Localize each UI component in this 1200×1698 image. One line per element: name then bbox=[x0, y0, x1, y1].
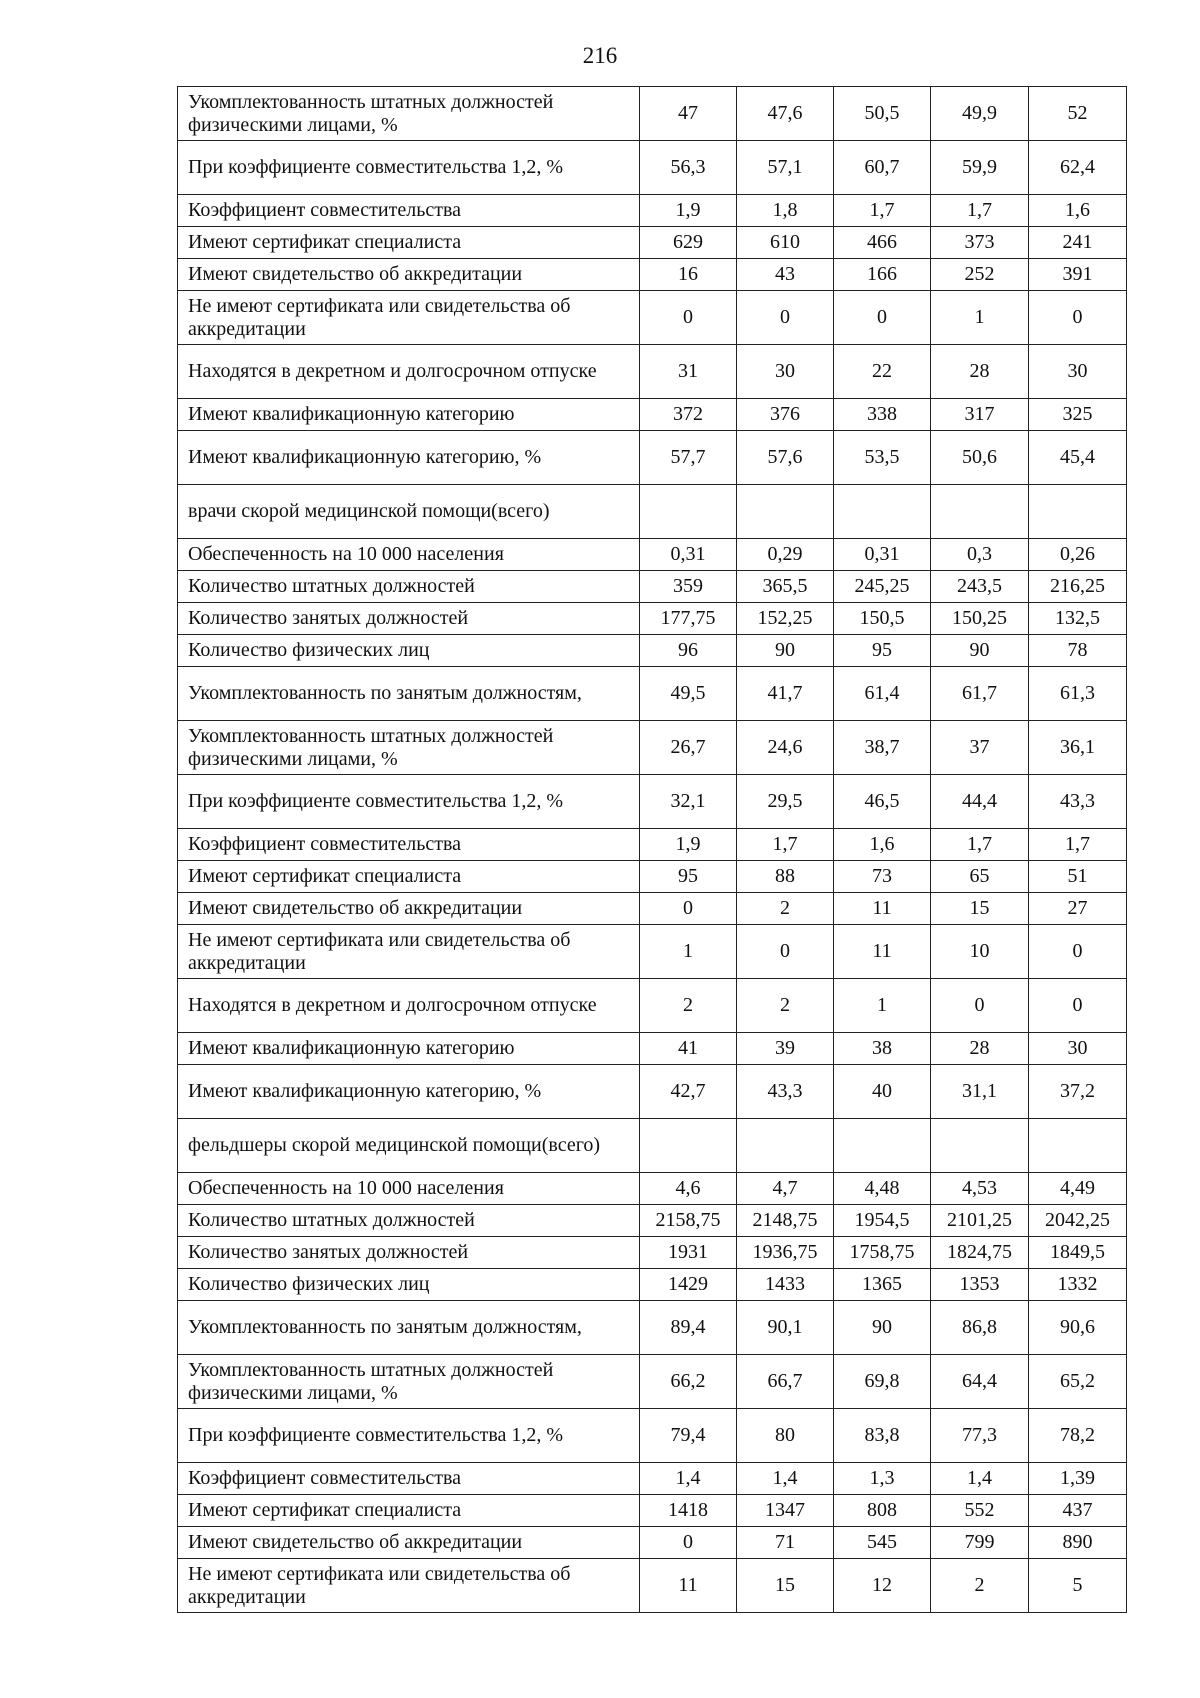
value-cell: 96 bbox=[640, 635, 737, 667]
row-label: Количество штатных должностей bbox=[178, 1205, 640, 1237]
table-body bbox=[178, 87, 1127, 1613]
table-row bbox=[178, 141, 1127, 195]
row-label: Имеют сертификат специалиста bbox=[178, 861, 640, 893]
value-cell: 37,2 bbox=[1029, 1065, 1127, 1119]
value-cell: 42,7 bbox=[640, 1065, 737, 1119]
value-cell bbox=[1029, 485, 1127, 539]
value-cell: 28 bbox=[931, 1033, 1029, 1065]
value-cell: 150,25 bbox=[931, 603, 1029, 635]
value-cell: 1936,75 bbox=[737, 1237, 834, 1269]
value-cell: 36,1 bbox=[1029, 721, 1127, 775]
value-cell: 49,5 bbox=[640, 667, 737, 721]
value-cell: 317 bbox=[931, 399, 1029, 431]
value-cell: 64,4 bbox=[931, 1355, 1029, 1409]
value-cell bbox=[931, 1119, 1029, 1173]
row-label: Имеют квалификационную категорию bbox=[178, 1033, 640, 1065]
value-cell: 49,9 bbox=[931, 87, 1029, 141]
value-cell: 69,8 bbox=[834, 1355, 931, 1409]
value-cell: 37 bbox=[931, 721, 1029, 775]
table-row bbox=[178, 291, 1127, 345]
value-cell: 0,31 bbox=[834, 539, 931, 571]
row-label: Имеют квалификационную категорию bbox=[178, 399, 640, 431]
value-cell: 152,25 bbox=[737, 603, 834, 635]
value-cell: 166 bbox=[834, 259, 931, 291]
value-cell bbox=[737, 1119, 834, 1173]
value-cell: 31 bbox=[640, 345, 737, 399]
value-cell: 90 bbox=[931, 635, 1029, 667]
value-cell bbox=[931, 485, 1029, 539]
table-row bbox=[178, 1463, 1127, 1495]
row-label: Имеют свидетельство об аккредитации bbox=[178, 893, 640, 925]
value-cell: 243,5 bbox=[931, 571, 1029, 603]
value-cell: 4,6 bbox=[640, 1173, 737, 1205]
value-cell: 61,7 bbox=[931, 667, 1029, 721]
table-row bbox=[178, 1269, 1127, 1301]
value-cell bbox=[640, 1119, 737, 1173]
value-cell: 1365 bbox=[834, 1269, 931, 1301]
value-cell: 62,4 bbox=[1029, 141, 1127, 195]
value-cell bbox=[834, 1119, 931, 1173]
value-cell: 0 bbox=[640, 291, 737, 345]
value-cell: 0 bbox=[640, 893, 737, 925]
value-cell: 78 bbox=[1029, 635, 1127, 667]
table-row bbox=[178, 1409, 1127, 1463]
value-cell: 359 bbox=[640, 571, 737, 603]
table-row bbox=[178, 1065, 1127, 1119]
value-cell: 1931 bbox=[640, 1237, 737, 1269]
value-cell: 31,1 bbox=[931, 1065, 1029, 1119]
value-cell: 338 bbox=[834, 399, 931, 431]
value-cell: 0 bbox=[931, 979, 1029, 1033]
table-row bbox=[178, 1173, 1127, 1205]
table-row bbox=[178, 1301, 1127, 1355]
row-label: Количество физических лиц bbox=[178, 1269, 640, 1301]
value-cell: 15 bbox=[737, 1559, 834, 1613]
row-label: Не имеют сертификата или свидетельства об аккредитации bbox=[178, 925, 640, 979]
value-cell: 41 bbox=[640, 1033, 737, 1065]
value-cell: 0,29 bbox=[737, 539, 834, 571]
value-cell: 86,8 bbox=[931, 1301, 1029, 1355]
value-cell: 890 bbox=[1029, 1527, 1127, 1559]
row-label: Количество занятых должностей bbox=[178, 603, 640, 635]
value-cell: 2148,75 bbox=[737, 1205, 834, 1237]
table-row bbox=[178, 485, 1127, 539]
row-label: Имеют квалификационную категорию, % bbox=[178, 431, 640, 485]
value-cell: 1,4 bbox=[640, 1463, 737, 1495]
value-cell: 53,5 bbox=[834, 431, 931, 485]
value-cell: 2158,75 bbox=[640, 1205, 737, 1237]
table-row bbox=[178, 1355, 1127, 1409]
table-row bbox=[178, 667, 1127, 721]
value-cell: 2 bbox=[931, 1559, 1029, 1613]
row-label: Укомплектованность штатных должностей физическими лицами, % bbox=[178, 721, 640, 775]
value-cell: 30 bbox=[1029, 345, 1127, 399]
value-cell: 2 bbox=[640, 979, 737, 1033]
staffing-table bbox=[177, 86, 1127, 1613]
value-cell: 4,48 bbox=[834, 1173, 931, 1205]
table-row bbox=[178, 1033, 1127, 1065]
value-cell: 808 bbox=[834, 1495, 931, 1527]
table-row bbox=[178, 1119, 1127, 1173]
value-cell: 1,7 bbox=[834, 195, 931, 227]
row-label: Имеют сертификат специалиста bbox=[178, 1495, 640, 1527]
value-cell: 1418 bbox=[640, 1495, 737, 1527]
value-cell: 4,53 bbox=[931, 1173, 1029, 1205]
row-label: Находятся в декретном и долгосрочном отпуске bbox=[178, 345, 640, 399]
value-cell: 1,7 bbox=[737, 829, 834, 861]
value-cell: 0 bbox=[640, 1527, 737, 1559]
value-cell: 15 bbox=[931, 893, 1029, 925]
table-row bbox=[178, 431, 1127, 485]
value-cell: 177,75 bbox=[640, 603, 737, 635]
value-cell: 245,25 bbox=[834, 571, 931, 603]
value-cell: 46,5 bbox=[834, 775, 931, 829]
value-cell: 5 bbox=[1029, 1559, 1127, 1613]
row-label: Количество физических лиц bbox=[178, 635, 640, 667]
value-cell: 11 bbox=[834, 893, 931, 925]
value-cell: 373 bbox=[931, 227, 1029, 259]
value-cell: 28 bbox=[931, 345, 1029, 399]
value-cell: 1,4 bbox=[737, 1463, 834, 1495]
row-label: Не имеют сертификата или свидетельства об аккредитации bbox=[178, 1559, 640, 1613]
value-cell: 437 bbox=[1029, 1495, 1127, 1527]
value-cell: 1 bbox=[834, 979, 931, 1033]
value-cell: 4,7 bbox=[737, 1173, 834, 1205]
value-cell: 80 bbox=[737, 1409, 834, 1463]
value-cell: 1347 bbox=[737, 1495, 834, 1527]
value-cell: 66,2 bbox=[640, 1355, 737, 1409]
value-cell: 466 bbox=[834, 227, 931, 259]
row-label: фельдшеры скорой медицинской помощи(всего) bbox=[178, 1119, 640, 1173]
row-label: Имеют сертификат специалиста bbox=[178, 227, 640, 259]
value-cell: 45,4 bbox=[1029, 431, 1127, 485]
value-cell: 799 bbox=[931, 1527, 1029, 1559]
row-label: врачи скорой медицинской помощи(всего) bbox=[178, 485, 640, 539]
value-cell: 2042,25 bbox=[1029, 1205, 1127, 1237]
value-cell: 52 bbox=[1029, 87, 1127, 141]
value-cell: 1433 bbox=[737, 1269, 834, 1301]
value-cell: 43,3 bbox=[1029, 775, 1127, 829]
value-cell: 11 bbox=[640, 1559, 737, 1613]
table-row bbox=[178, 259, 1127, 291]
row-label: Укомплектованность штатных должностей физическими лицами, % bbox=[178, 87, 640, 141]
table-row bbox=[178, 925, 1127, 979]
value-cell: 1824,75 bbox=[931, 1237, 1029, 1269]
value-cell: 1,3 bbox=[834, 1463, 931, 1495]
value-cell: 2101,25 bbox=[931, 1205, 1029, 1237]
row-label: Не имеют сертификата или свидетельства об аккредитации bbox=[178, 291, 640, 345]
table-row bbox=[178, 893, 1127, 925]
value-cell: 10 bbox=[931, 925, 1029, 979]
table-row bbox=[178, 721, 1127, 775]
value-cell: 1,9 bbox=[640, 195, 737, 227]
value-cell: 0 bbox=[834, 291, 931, 345]
value-cell: 376 bbox=[737, 399, 834, 431]
value-cell: 90 bbox=[834, 1301, 931, 1355]
value-cell: 11 bbox=[834, 925, 931, 979]
table-row bbox=[178, 195, 1127, 227]
value-cell: 79,4 bbox=[640, 1409, 737, 1463]
value-cell: 1353 bbox=[931, 1269, 1029, 1301]
value-cell: 41,7 bbox=[737, 667, 834, 721]
table-row bbox=[178, 829, 1127, 861]
value-cell: 372 bbox=[640, 399, 737, 431]
value-cell: 0,31 bbox=[640, 539, 737, 571]
row-label: Обеспеченность на 10 000 населения bbox=[178, 1173, 640, 1205]
value-cell: 56,3 bbox=[640, 141, 737, 195]
value-cell: 22 bbox=[834, 345, 931, 399]
value-cell: 90 bbox=[737, 635, 834, 667]
row-label: При коэффициенте совместительства 1,2, % bbox=[178, 141, 640, 195]
table-row bbox=[178, 1527, 1127, 1559]
value-cell: 1,4 bbox=[931, 1463, 1029, 1495]
value-cell: 0 bbox=[737, 291, 834, 345]
value-cell: 50,5 bbox=[834, 87, 931, 141]
value-cell: 0 bbox=[1029, 925, 1127, 979]
row-label: Имеют квалификационную категорию, % bbox=[178, 1065, 640, 1119]
value-cell: 1,6 bbox=[1029, 195, 1127, 227]
value-cell: 545 bbox=[834, 1527, 931, 1559]
value-cell: 90,1 bbox=[737, 1301, 834, 1355]
value-cell: 57,7 bbox=[640, 431, 737, 485]
value-cell: 365,5 bbox=[737, 571, 834, 603]
table-row bbox=[178, 861, 1127, 893]
value-cell: 78,2 bbox=[1029, 1409, 1127, 1463]
table-row bbox=[178, 539, 1127, 571]
row-label: Количество штатных должностей bbox=[178, 571, 640, 603]
value-cell: 1849,5 bbox=[1029, 1237, 1127, 1269]
row-label: Находятся в декретном и долгосрочном отпуске bbox=[178, 979, 640, 1033]
table-row bbox=[178, 1495, 1127, 1527]
table-row bbox=[178, 603, 1127, 635]
value-cell: 43,3 bbox=[737, 1065, 834, 1119]
value-cell: 89,4 bbox=[640, 1301, 737, 1355]
value-cell: 4,49 bbox=[1029, 1173, 1127, 1205]
value-cell: 1332 bbox=[1029, 1269, 1127, 1301]
value-cell: 1,6 bbox=[834, 829, 931, 861]
value-cell: 1954,5 bbox=[834, 1205, 931, 1237]
value-cell: 90,6 bbox=[1029, 1301, 1127, 1355]
value-cell: 47 bbox=[640, 87, 737, 141]
value-cell: 32,1 bbox=[640, 775, 737, 829]
value-cell: 65,2 bbox=[1029, 1355, 1127, 1409]
value-cell bbox=[834, 485, 931, 539]
value-cell: 73 bbox=[834, 861, 931, 893]
value-cell: 1 bbox=[640, 925, 737, 979]
table-row bbox=[178, 979, 1127, 1033]
row-label: Имеют свидетельство об аккредитации bbox=[178, 259, 640, 291]
table-row bbox=[178, 1205, 1127, 1237]
value-cell: 0,26 bbox=[1029, 539, 1127, 571]
value-cell: 552 bbox=[931, 1495, 1029, 1527]
table-row bbox=[178, 1559, 1127, 1613]
value-cell: 16 bbox=[640, 259, 737, 291]
value-cell: 0,3 bbox=[931, 539, 1029, 571]
value-cell: 24,6 bbox=[737, 721, 834, 775]
value-cell: 1429 bbox=[640, 1269, 737, 1301]
value-cell: 150,5 bbox=[834, 603, 931, 635]
value-cell bbox=[1029, 1119, 1127, 1173]
table-row bbox=[178, 345, 1127, 399]
row-label: Коэффициент совместительства bbox=[178, 829, 640, 861]
value-cell: 65 bbox=[931, 861, 1029, 893]
value-cell: 0 bbox=[1029, 291, 1127, 345]
table-row bbox=[178, 571, 1127, 603]
value-cell: 44,4 bbox=[931, 775, 1029, 829]
row-label: При коэффициенте совместительства 1,2, % bbox=[178, 1409, 640, 1463]
value-cell: 83,8 bbox=[834, 1409, 931, 1463]
value-cell: 30 bbox=[737, 345, 834, 399]
value-cell: 47,6 bbox=[737, 87, 834, 141]
value-cell bbox=[640, 485, 737, 539]
value-cell: 2 bbox=[737, 893, 834, 925]
value-cell: 43 bbox=[737, 259, 834, 291]
value-cell: 61,4 bbox=[834, 667, 931, 721]
value-cell: 26,7 bbox=[640, 721, 737, 775]
page-number: 216 bbox=[582, 43, 618, 68]
value-cell: 50,6 bbox=[931, 431, 1029, 485]
value-cell: 1758,75 bbox=[834, 1237, 931, 1269]
row-label: При коэффициенте совместительства 1,2, % bbox=[178, 775, 640, 829]
value-cell: 29,5 bbox=[737, 775, 834, 829]
value-cell: 325 bbox=[1029, 399, 1127, 431]
value-cell: 1,7 bbox=[931, 195, 1029, 227]
value-cell: 59,9 bbox=[931, 141, 1029, 195]
value-cell: 51 bbox=[1029, 861, 1127, 893]
value-cell: 2 bbox=[737, 979, 834, 1033]
value-cell: 252 bbox=[931, 259, 1029, 291]
row-label: Коэффициент совместительства bbox=[178, 195, 640, 227]
table-row bbox=[178, 87, 1127, 141]
value-cell: 0 bbox=[737, 925, 834, 979]
table-row bbox=[178, 227, 1127, 259]
value-cell: 1,7 bbox=[931, 829, 1029, 861]
value-cell: 241 bbox=[1029, 227, 1127, 259]
row-label: Укомплектованность по занятым должностям, bbox=[178, 667, 640, 721]
row-label: Имеют свидетельство об аккредитации bbox=[178, 1527, 640, 1559]
value-cell: 216,25 bbox=[1029, 571, 1127, 603]
value-cell bbox=[737, 485, 834, 539]
row-label: Коэффициент совместительства bbox=[178, 1463, 640, 1495]
value-cell: 610 bbox=[737, 227, 834, 259]
row-label: Укомплектованность по занятым должностям, bbox=[178, 1301, 640, 1355]
value-cell: 40 bbox=[834, 1065, 931, 1119]
value-cell: 39 bbox=[737, 1033, 834, 1065]
table-row bbox=[178, 775, 1127, 829]
value-cell: 1 bbox=[931, 291, 1029, 345]
row-label: Укомплектованность штатных должностей физическими лицами, % bbox=[178, 1355, 640, 1409]
table-row bbox=[178, 399, 1127, 431]
value-cell: 1,39 bbox=[1029, 1463, 1127, 1495]
value-cell: 27 bbox=[1029, 893, 1127, 925]
value-cell: 95 bbox=[640, 861, 737, 893]
value-cell: 38 bbox=[834, 1033, 931, 1065]
value-cell: 77,3 bbox=[931, 1409, 1029, 1463]
value-cell: 391 bbox=[1029, 259, 1127, 291]
value-cell: 95 bbox=[834, 635, 931, 667]
row-label: Обеспеченность на 10 000 населения bbox=[178, 539, 640, 571]
value-cell: 1,9 bbox=[640, 829, 737, 861]
value-cell: 30 bbox=[1029, 1033, 1127, 1065]
value-cell: 0 bbox=[1029, 979, 1127, 1033]
value-cell: 60,7 bbox=[834, 141, 931, 195]
value-cell: 132,5 bbox=[1029, 603, 1127, 635]
value-cell: 66,7 bbox=[737, 1355, 834, 1409]
value-cell: 629 bbox=[640, 227, 737, 259]
row-label: Количество занятых должностей bbox=[178, 1237, 640, 1269]
value-cell: 57,6 bbox=[737, 431, 834, 485]
table-row bbox=[178, 1237, 1127, 1269]
value-cell: 38,7 bbox=[834, 721, 931, 775]
value-cell: 1,8 bbox=[737, 195, 834, 227]
table-row bbox=[178, 635, 1127, 667]
value-cell: 57,1 bbox=[737, 141, 834, 195]
value-cell: 71 bbox=[737, 1527, 834, 1559]
value-cell: 61,3 bbox=[1029, 667, 1127, 721]
value-cell: 12 bbox=[834, 1559, 931, 1613]
value-cell: 1,7 bbox=[1029, 829, 1127, 861]
value-cell: 88 bbox=[737, 861, 834, 893]
